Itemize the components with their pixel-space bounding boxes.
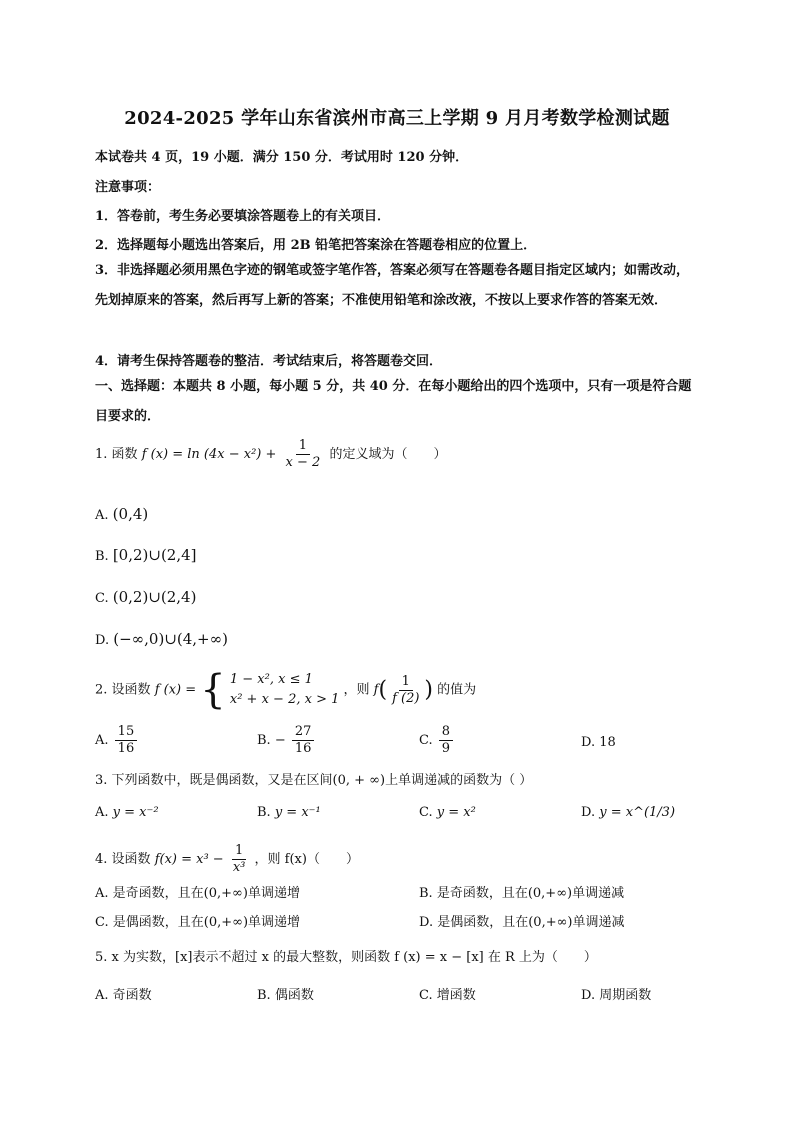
option-label: A. [95, 886, 109, 901]
option-label: A. [95, 508, 109, 523]
option-label: A. [95, 805, 109, 820]
q4-function: f(x) = x³ − [154, 852, 224, 867]
option-value: y = x^(1/3) [599, 805, 676, 820]
q4-option-b [419, 882, 624, 901]
q1-option-b [95, 546, 197, 564]
section-heading: 一、选择题：本题共 8 小题，每小题 5 分，共 40 分．在每小题给出的四个选项中，只有一项是符合题目要求的． [95, 379, 692, 424]
option-label: B. [95, 549, 109, 564]
option-value: 是偶函数，且在(0,+∞)单调递减 [437, 915, 625, 930]
q2-option-a [95, 724, 139, 757]
q5-option-c [419, 984, 476, 1003]
q4-frac-num: 1 [232, 843, 246, 860]
frac-den: 16 [117, 741, 135, 756]
option-value: 周期函数 [599, 988, 652, 1003]
option-value: 是偶函数，且在(0,+∞)单调递增 [112, 915, 301, 930]
note-1: 1．答卷前，考生务必要填涂答题卷上的有关项目． [95, 209, 391, 224]
option-value: 奇函数 [112, 988, 152, 1003]
note-2: 2．选择题每小题选出答案后，用 2B 铅笔把答案涂在答题卷相应的位置上． [95, 238, 537, 253]
q2-suffix: 的值为 [437, 682, 477, 698]
q2-frac-num: 1 [399, 674, 413, 691]
exam-intro: 本试卷共 4 页，19 小题．满分 150 分．考试用时 120 分钟． [95, 150, 469, 165]
q3-option-b [257, 805, 321, 820]
option-value: y = x² [436, 805, 476, 820]
option-label: C. [95, 591, 109, 606]
option-value: 增函数 [436, 988, 476, 1003]
question-4 [95, 843, 359, 876]
q4-fraction [230, 843, 249, 876]
option-fraction [115, 724, 138, 757]
q2-option-b [257, 724, 316, 757]
q2-prefix: 2. 设函数 [95, 682, 151, 698]
q3-option-c [419, 805, 476, 820]
q2-option-d [581, 735, 616, 750]
q2-case-1: 1 − x², x ≤ 1 [229, 672, 313, 687]
q1-frac-den: x − 2 [285, 455, 321, 470]
question-1 [95, 438, 446, 471]
exam-title: 2024-2025 学年山东省滨州市高三上学期 9 月月考数学检测试题 [124, 108, 670, 129]
q1-option-d [95, 630, 228, 648]
frac-num: 15 [115, 724, 138, 741]
q4-option-a [95, 882, 300, 901]
note-3: 3．非选择题必须用黑色字迹的钢笔或签字笔作答，答案必须写在答题卷各题目指定区域内；如需改动，先划掉原来的答案，然后再写上新的答案；不准使用铅笔和涂改液，不按以上要求作答的答案无效． [95, 263, 690, 308]
q5-option-b [257, 984, 314, 1003]
option-label: D. [95, 633, 110, 648]
notes-heading: 注意事项： [95, 180, 161, 195]
option-label: C. [419, 733, 433, 748]
q2-frac-den: f (2) [392, 690, 420, 706]
q1-function: f (x) = ln (4x − x²) + [141, 447, 277, 462]
option-value: [0,2)∪(2,4] [112, 546, 197, 564]
option-value: y = x⁻² [112, 805, 159, 820]
option-label: D. [419, 915, 434, 930]
q4-option-d [419, 911, 625, 930]
option-label: C. [419, 988, 433, 1003]
q1-suffix: 的定义域为（ ） [329, 447, 447, 462]
frac-num: 8 [439, 724, 453, 741]
option-value: (−∞,0)∪(4,+∞) [113, 630, 228, 648]
q1-fraction [283, 438, 324, 471]
frac-den: 9 [441, 741, 451, 756]
option-label: C. [95, 915, 109, 930]
q3-option-a [95, 805, 159, 820]
option-value: 偶函数 [274, 988, 314, 1003]
note-4: 4．请考生保持答题卷的整洁．考试结束后，将答题卷交回． [95, 354, 443, 369]
q4-option-c [95, 911, 300, 930]
q2-mid: ，则 [343, 682, 370, 698]
option-fraction [292, 724, 315, 757]
option-value: 18 [599, 735, 616, 750]
option-value: 是奇函数，且在(0,+∞)单调递减 [436, 886, 625, 901]
option-value: y = x⁻¹ [274, 805, 321, 820]
option-label: B. [257, 733, 271, 748]
option-label: D. [581, 805, 596, 820]
frac-den: 16 [294, 741, 312, 756]
q1-option-a [95, 505, 148, 523]
option-label: C. [419, 805, 433, 820]
option-fraction [439, 724, 453, 757]
frac-num: 27 [292, 724, 315, 741]
option-label: B. [257, 988, 271, 1003]
question-5: 5. x 为实数，[x]表示不超过 x 的最大整数，则函数 f (x) = x − [x] 在 R 上为（ ） [95, 950, 597, 965]
q2-fraction [389, 674, 422, 707]
q2-cases [230, 670, 339, 710]
option-label: A. [95, 988, 109, 1003]
q3-option-d [581, 805, 675, 820]
option-value: (0,4) [112, 505, 149, 523]
question-3: 3. 下列函数中，既是偶函数，又是在区间(0, + ∞)上单调递减的函数为（ ） [95, 773, 533, 788]
option-label: B. [419, 886, 433, 901]
q4-suffix: ，则 f(x)（ ） [254, 852, 359, 867]
option-sign: − [274, 733, 286, 748]
option-value: (0,2)∪(2,4) [112, 588, 197, 606]
option-label: B. [257, 805, 271, 820]
q5-option-d [581, 984, 651, 1003]
q2-function: f (x) = [154, 682, 197, 698]
q1-frac-num: 1 [296, 438, 310, 455]
q2-brace: { [200, 667, 226, 713]
q4-prefix: 4. 设函数 [95, 852, 151, 867]
q5-option-a [95, 984, 152, 1003]
option-label: A. [95, 733, 109, 748]
option-label: D. [581, 988, 596, 1003]
q2-option-c [419, 724, 455, 757]
q2-case-2: x² + x − 2, x > 1 [229, 692, 340, 707]
q4-frac-den: x³ [232, 860, 246, 875]
q1-prefix: 1. 函数 [95, 447, 138, 462]
question-2: 2. 设函数 f (x) = { 1 − x², x ≤ 1 x² + x − 2, x > 1 ，则 f( $\frac{1}{f (2)}$ ) 的值为 [95, 667, 477, 713]
option-value: 是奇函数，且在(0,+∞)单调递增 [112, 886, 300, 901]
option-label: D. [581, 735, 596, 750]
q1-option-c [95, 588, 196, 606]
